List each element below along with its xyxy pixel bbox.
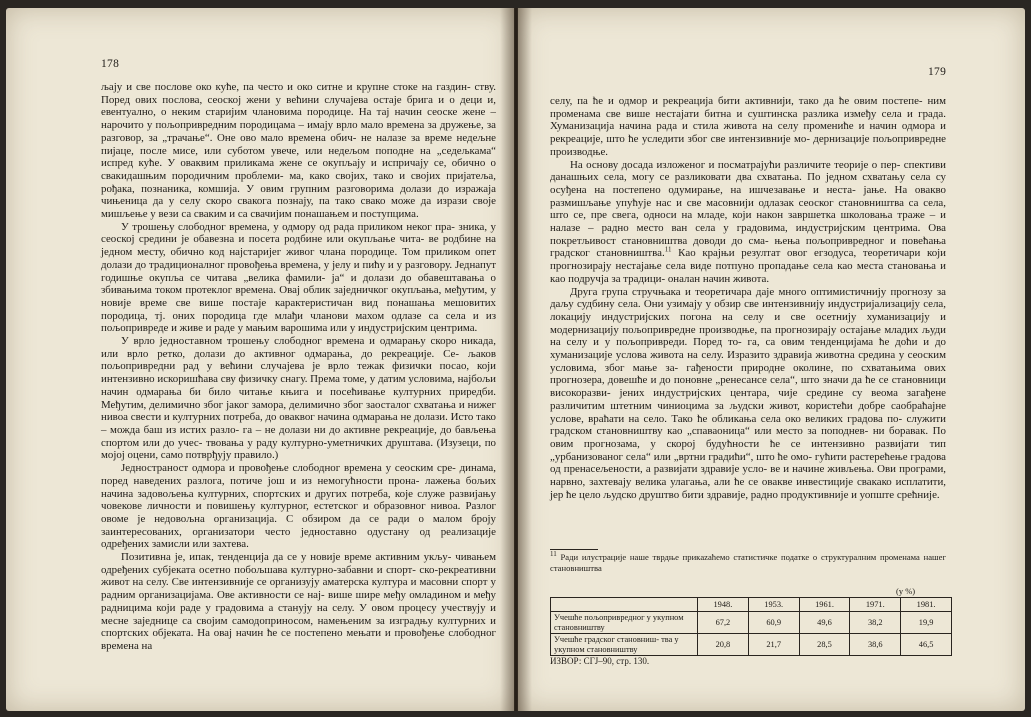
table-cell: 28,5: [799, 634, 850, 656]
table-cell: 46,5: [901, 634, 952, 656]
page-number: 179: [928, 66, 947, 78]
right-page: [518, 8, 1025, 711]
footnote: [550, 552, 946, 573]
page-number: 178: [101, 58, 120, 70]
table-cell: 20,8: [698, 634, 749, 656]
row-label: Учешће пољопривредног у укупном становништву: [551, 612, 698, 634]
statistics-table: [550, 597, 952, 656]
table-cell: 38,6: [850, 634, 901, 656]
footnote-number: 11: [550, 550, 557, 559]
paragraph: селу, па ће и одмор и рекреација бити активнији, тако да ће овим постепе- ним променама све више нестајати битна и суштинска разлика између села и града. Хуманизација начина рада и стила живота на селу промениће и начин одмора и рекреације, што ће уследити због све интензивније мо- дернизације пољопривредне производње.: [550, 95, 946, 158]
text-column: [550, 95, 946, 502]
table-cell: 19,9: [901, 612, 952, 634]
table-cell: 38,2: [850, 612, 901, 634]
row-label: Учешће градског становниш- тва у укупном становништву: [551, 634, 698, 656]
year-header: 1961.: [799, 598, 850, 612]
table-row: [551, 612, 952, 634]
year-header: 1971.: [850, 598, 901, 612]
paragraph-text: На основу досада изложеног и посматрајући различите теорије о пер- спективи данашњих села, могу се разликовати два схватања. По једном схватању села су осуђена на постепено одумирање, на ишчезавање и неста- јање. На овакво размишљање упућује нас и све масовнији одлазак сеоског становништва са села, што се, пре свега, односи на младе, који након завршетка школовања траже – и налазе – радно место ван села у градовима, индустријским центрима. Ова покретљивост становништва доводи до сма- њења пољопривредног и повећања градског становништва.: [550, 158, 946, 260]
table-cell: 67,2: [698, 612, 749, 634]
paragraph: Друга група стручњака и теоретичара даје много оптимистичнију прогнозу за даљу судбину села. Они узимају у обзир све интензивнију индустријализацију села, локацију индустријских погона на селу и све осетнију хуманизацију и модернизацију пољопривредне производње, па прогнозирају остајање младих људи на селу и у пољопривреди. Поред то- га, са овим тенденцијама ће доћи и до хуманизације услова живота на селу. Изразито здравија животна средина у сеоским условима, због мање за- гађености природне околине, по схватањима ових прогнозера, довешће и до поновне „ренесансе села“, што значи да ће се становници високоразви- јених индустријских центара, чије средине су веома загађене различитим штетним чиниоцима за људски живот, користећи добре саобраћајне услове, враћати на село. Тако ће обликања села око великих градова по- служити градском становништву као „спаваоница“ или место за поподнев- ни боравак. По овим прогнозама, у скорој будућности ће се интензивно развијати тип „урбанизованог села“ или „вртни градићи“, што ће омо- гућити растерећење градова од пренасељености, а развијати здравије усло- ве и начине живљења. Ови програми, нарвно, захтевају велика улагања, али ће се овакве инвестиције свакако исплатити, јер ће цело људско друштво бити здравије, радно продуктивније и уопште срећније.: [550, 285, 946, 501]
source-note: ИЗВОР: СГЈ–90, стр. 130.: [550, 656, 650, 666]
table-cell: 49,6: [799, 612, 850, 634]
paragraph: Позитивна је, ипак, тенденција да се у новије време активним укљу- чивањем одређених субјеката осетно побољшава културно-забавни и спорт- ско-рекреативни живот на селу. Све интензивније се организују аматерска култура и масовни спорт у радним организацијама. Ове активности се нај- више шире међу омладином и међу радницима који раде у градовима а станују на селу. У овом процесу учествују и месне заједнице са својим самодоприносом, намењеним за изградњу културних и спортских објеката. На овај начин ће се постепено мењати и провођење слободног времена на: [101, 551, 496, 652]
table-corner: [551, 598, 698, 612]
paragraph: У трошењу слободног времена, у одмору од рада приликом неког пра- зника, у сеоској средини је обавезна и посета родбине или окупљање чита- ве родбине на једном месту, обично код најстаријег живог члана породице. Том приликом опет долази до традиционалног провођења времена, у јелу и пићу и у разговору. Једнапут годишње окупља се читава „велика фамили- ја“ и долази до обавештавања о збивањима током протеклог времена. Овај облик заједничког окупљања, међутим, у новије време све више постаје карактеристичан вид понашања мешовитих породица, тј. оних породица где млађи чланови махом одлазе са села и из пољопривреде и живе и раде у мањим варошима или у индустријским центрима.: [101, 220, 496, 335]
year-header: 1948.: [698, 598, 749, 612]
left-page: [6, 8, 514, 711]
table-row: [551, 634, 952, 656]
year-header: 1981.: [901, 598, 952, 612]
year-header: 1953.: [748, 598, 799, 612]
paragraph: [550, 159, 946, 286]
table-header-row: [551, 598, 952, 612]
footnote-marker: 11: [664, 245, 672, 254]
table-unit: (у %): [896, 586, 916, 596]
footnote-text: Ради илустрације наше тврдње прикazaћемо статистичке податке о структуралним променама нашег становништва: [550, 552, 946, 573]
paragraph: У врло једноставном трошењу слободног времена и одмарању скоро никада, или врло ретко, долази до активног одмарања, до рекреације. Се- љаков пољопривредни рад у већини случајева је врло тежак физички посао, који интензивно искоришћава сву физичку снагу. Према томе, у датим условима, најбољи начин одмарања би било читање књига и посећивање културних приредби. Међутим, делимично због јаког замора, делимично због заосталог схватања и нижег нивоа свести и културних потреба, до оваквог начина одмарања не долази. Исто тако – можда баш из истих разло- га – не долази ни до активне рекреације, до бављења спортом или до учес- твовања у раду културно-уметничких друштава. (Изузеци, по мојој оцени, само потврђују правило.): [101, 335, 496, 462]
table-cell: 21,7: [748, 634, 799, 656]
paragraph: љају и све послове око куће, па често и око ситне и крупне стоке на газдин- ству. Поред ових послова, сеоској жени у већини случајева остаје брига и о деци и, евентуално, о неким старијим члановима породице. На тај начин сеоске жене – нарочито у пољопривредним породицама – имају врло мало времена за дружење, за разговор, за „трачање“. Оне ово мало времена обич- не налазе за време недељне пијаце, после мисе, или суботом увече, или недељом поподне на „седељкама“ испред куће. У оваквим приликама жене се окупљају и испричају се, обично о свакидашњим породичним проблеми- ма, како својих, тако и својих пријатеља, рођака, познаника, комшија. У овим групним разговорима долази до изражаја чињеница да у селу скоро свакога познају, па тако свако може да изрази своје мишљење у вези са сваким и са свачијим понашањем и поступцима.: [101, 81, 496, 221]
paragraph-text: Кao крајњи резултат овог егзодуса, теоретичари који прогнозирају нестајање села виде потпуно пропадање села као места становања и као подручја за традици- оналан начин живота.: [550, 247, 947, 285]
footnote-rule: [550, 549, 598, 550]
table-cell: 60,9: [748, 612, 799, 634]
text-column: [101, 81, 496, 653]
paragraph: Једностраност одмора и провођење слободног времена у сеоским сре- динама, поред наведених разлога, потиче још и из немогућности прона- лажења бољих начина задовољења културних, спортских и других потреба, које служе развијању човекове личности и повишењу културног, естетског и образовног нивоа. Разлог овоме је недовољна организација. С обзиром да се ради о малом броју заинтересованих, организатори често једноставно одустану од реализације одређених замисли или захтева.: [101, 462, 496, 551]
